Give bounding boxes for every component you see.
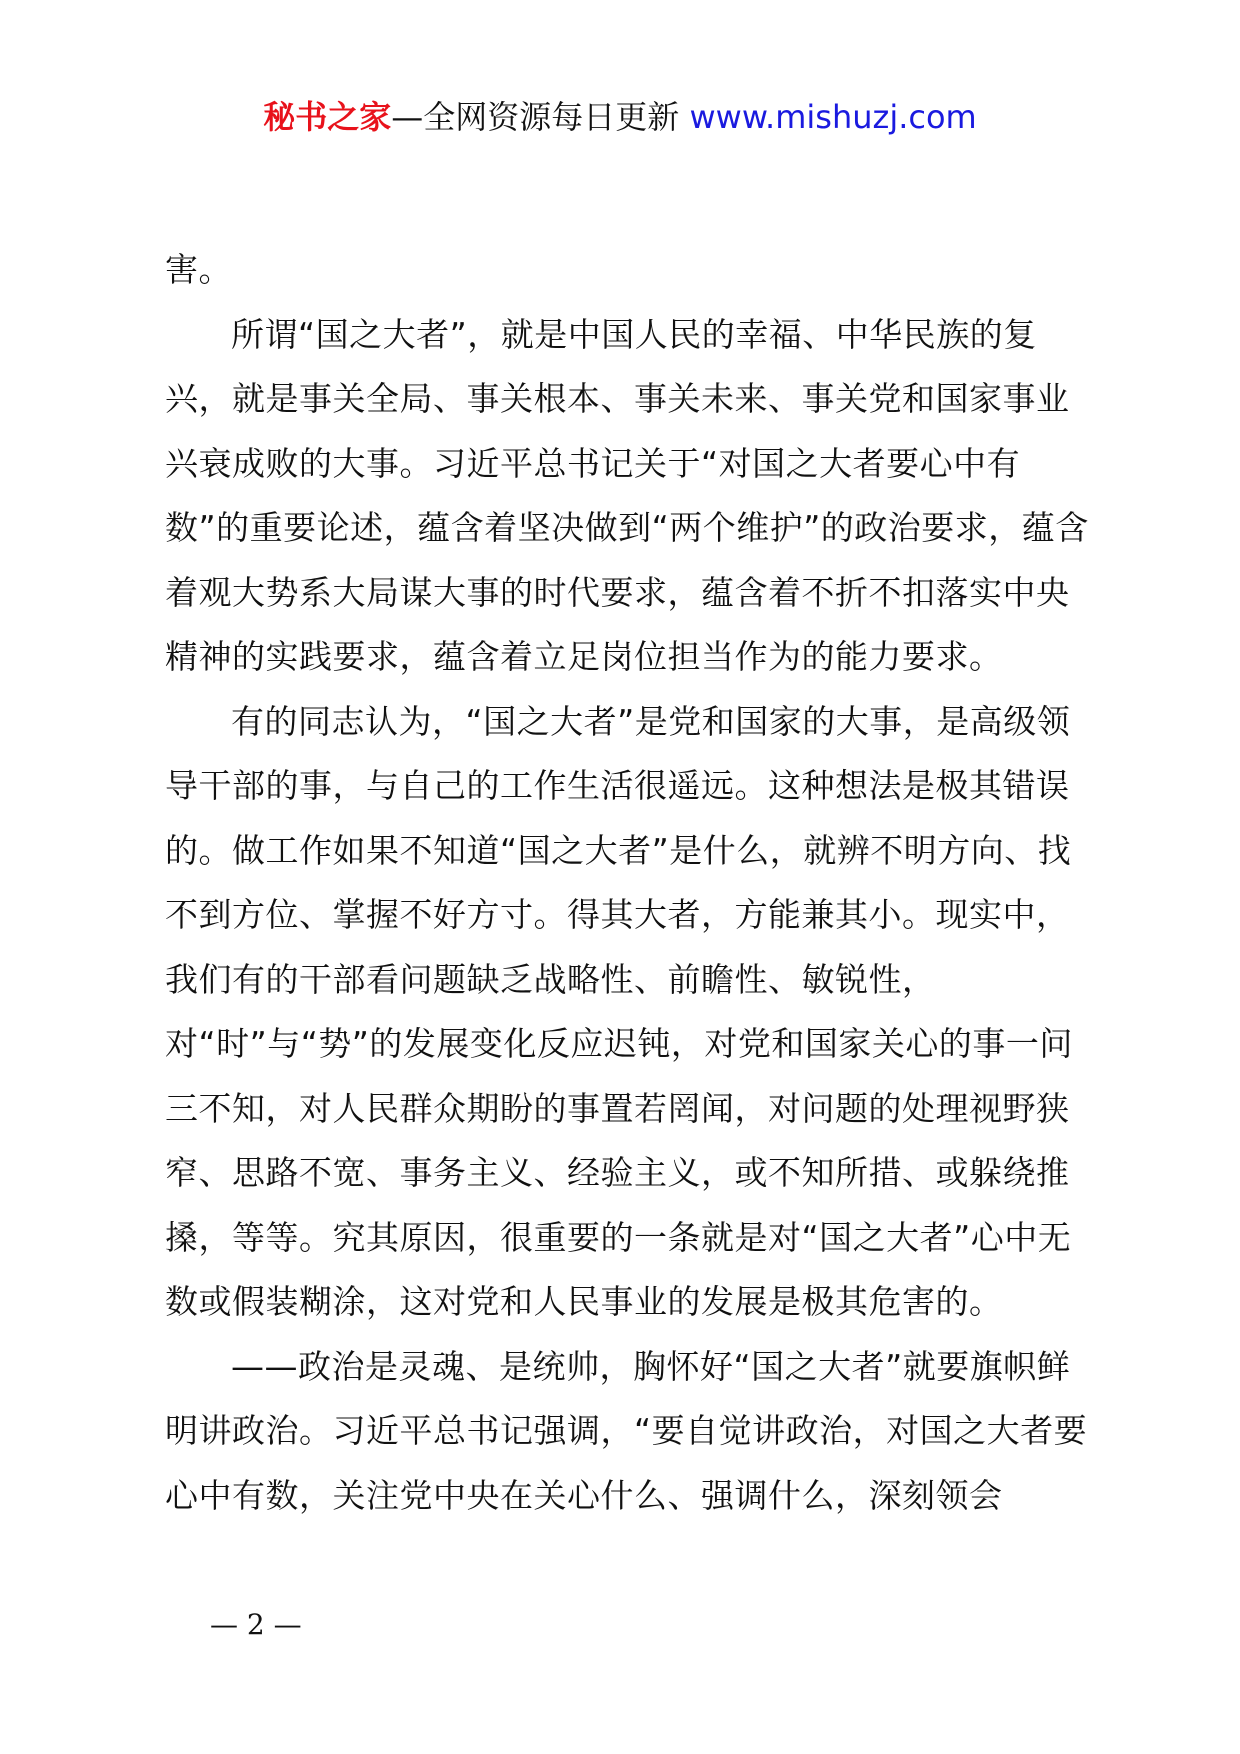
page-number: — 2 — bbox=[210, 1608, 302, 1641]
header-url[interactable]: www.mishuzj.com bbox=[689, 98, 977, 136]
header-brand: 秘书之家 bbox=[263, 98, 392, 136]
paragraph-politics: ——政治是灵魂、是统帅，胸怀好“国之大者”就要旗帜鲜明讲政治。习近平总书记强调，“要自觉讲政治，对国之大者要心中有数，关注党中央在关心什么、强调什么，深刻领会 bbox=[165, 1346, 1088, 1515]
paragraph-misconception: 有的同志认为，“国之大者”是党和国家的大事，是高级领导干部的事，与自己的工作生活很遥远。这种想法是极其错误的。做工作如果不知道“国之大者”是什么，就辨不明方向、找不到方位、掌握不好方寸。得其大者，方能兼其小。现实中，我们有的干部看问题缺乏战略性、前瞻性、敏锐性，对“时”与“势”的发展变化反应迟钝，对党和国家关心的事一问三不知，对人民群众期盼的事置若罔闻，对问题的处理视野狭窄、思路不宽、事务主义、经验主义，或不知所措、或躲绕推搡，等等。究其原因，很重要的一条就是对“国之大者”心中无数或假装糊涂，这对党和人民事业的发展是极其危害的。 bbox=[165, 701, 1073, 1321]
site-header bbox=[0, 98, 1240, 136]
document-body bbox=[165, 238, 1095, 1528]
paragraph-guozhidazhe-definition: 所谓“国之大者”，就是中国人民的幸福、中华民族的复兴，就是事关全局、事关根本、事关未来、事关党和国家事业兴衰成败的大事。习近平总书记关于“对国之大者要心中有数”的重要论述，蕴含着坚决做到“两个维护”的政治要求，蕴含着观大势系大局谋大事的时代要求，蕴含着不折不扣落实中央精神的实践要求，蕴含着立足岗位担当作为的能力要求。 bbox=[165, 314, 1089, 676]
header-tagline: —全网资源每日更新 bbox=[391, 98, 680, 136]
paragraph-continuation: 害。 bbox=[165, 250, 232, 289]
